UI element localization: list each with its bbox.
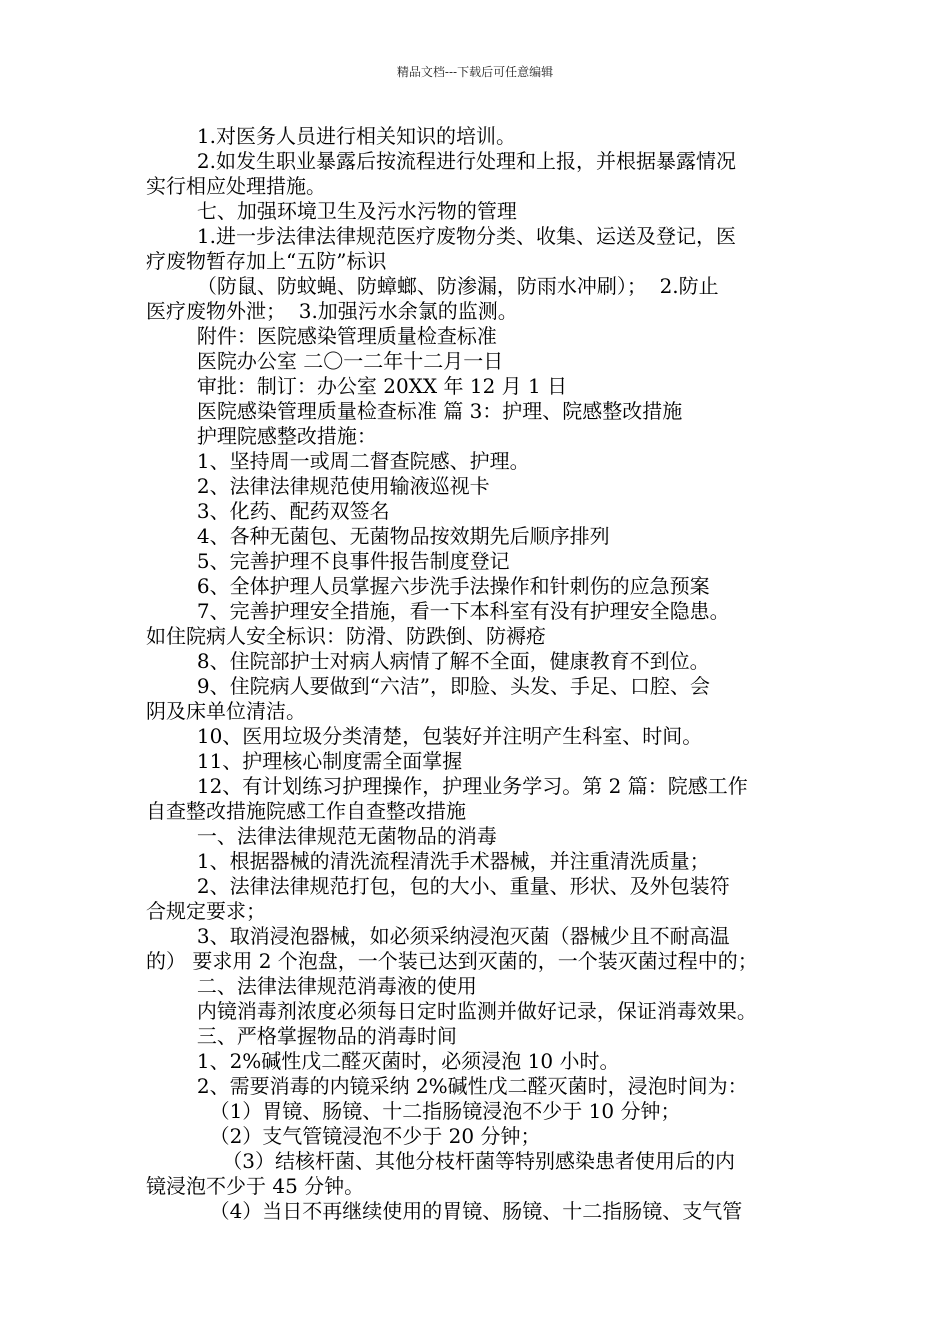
list-item: 5、完善护理不良事件报告制度登记 xyxy=(146,549,510,573)
text-line: 如住院病人安全标识：防滑、防跌倒、防褥疮 xyxy=(146,624,546,648)
section-heading: 七、加强环境卫生及污水污物的管理 xyxy=(146,199,517,223)
document-body xyxy=(146,124,816,1224)
list-item: 12、有计划练习护理操作，护理业务学习。第 2 篇：院感工作 xyxy=(146,774,748,798)
list-item: （1）胃镜、肠镜、十二指肠镜浸泡不少于 10 分钟； xyxy=(146,1099,681,1123)
list-item: 11、护理核心制度需全面掌握 xyxy=(146,749,463,773)
text-line: （防鼠、防蚊蝇、防蟑螂、防渗漏，防雨水冲刷）； 2.防止 xyxy=(146,274,719,298)
text-line: 医院办公室 二〇一二年十二月一日 xyxy=(146,349,504,373)
text-line: 1.进一步法律法律规范医疗废物分类、收集、运送及登记，医 xyxy=(146,224,736,248)
text-line: 实行相应处理措施。 xyxy=(146,174,326,198)
text-line: 阴及床单位清洁。 xyxy=(146,699,306,723)
list-item: 8、住院部护士对病人病情了解不全面，健康教育不到位。 xyxy=(146,649,710,673)
text-line: 的） 要求用 2 个泡盘，一个装已达到灭菌的，一个装灭菌过程中的； xyxy=(146,949,758,973)
list-item: （2）支气管镜浸泡不少于 20 分钟； xyxy=(146,1124,541,1148)
list-item: 3、化药、配药双签名 xyxy=(146,499,390,523)
section-heading: 三、严格掌握物品的消毒时间 xyxy=(146,1024,457,1048)
list-item: 1、坚持周一或周二督查院感、护理。 xyxy=(146,449,530,473)
list-item: （3）结核杆菌、其他分枝杆菌等特别感染患者使用后的内 xyxy=(146,1149,736,1173)
list-item: 2、法律法律规范使用输液巡视卡 xyxy=(146,474,490,498)
page-header: 精品文档---下载后可任意编辑 xyxy=(396,65,554,79)
list-item: 7、完善护理安全措施，看一下本科室有没有护理安全隐患。 xyxy=(146,599,730,623)
text-line: 审批：制订：办公室 20XX 年 12 月 1 日 xyxy=(146,374,568,398)
text-line: 内镜消毒剂浓度必须每日定时监测并做好记录，保证消毒效果。 xyxy=(146,999,757,1023)
list-item: 9、住院病人要做到“六洁”，即脸、头发、手足、口腔、会 xyxy=(146,674,711,698)
section-heading: 二、法律法律规范消毒液的使用 xyxy=(146,974,477,998)
list-item: （4）当日不再继续使用的胃镜、肠镜、十二指肠镜、支气管 xyxy=(146,1199,743,1223)
text-line: 镜浸泡不少于 45 分钟。 xyxy=(146,1174,365,1198)
list-item: 2、需要消毒的内镜采纳 2%碱性戊二醛灭菌时，浸泡时间为： xyxy=(146,1074,748,1098)
section-heading: 一、法律法律规范无菌物品的消毒 xyxy=(146,824,497,848)
text-line: 自查整改措施院感工作自查整改措施 xyxy=(146,799,466,823)
text-line: 1.对医务人员进行相关知识的培训。 xyxy=(146,124,516,148)
list-item: 1、根据器械的清洗流程清洗手术器械，并注重清洗质量； xyxy=(146,849,710,873)
text-line: 医疗废物外泄； 3.加强污水余氯的监测。 xyxy=(146,299,518,323)
section-heading: 医院感染管理质量检查标准 篇 3：护理、院感整改措施 xyxy=(146,399,683,423)
text-line: 合规定要求； xyxy=(146,899,266,923)
text-line: 疗废物暂存加上“五防”标识 xyxy=(146,249,387,273)
list-item: 2、法律法律规范打包，包的大小、重量、形状、及外包装符 xyxy=(146,874,730,898)
list-item: 10、医用垃圾分类清楚，包装好并注明产生科室、时间。 xyxy=(146,724,703,748)
text-line: 2.如发生职业暴露后按流程进行处理和上报，并根据暴露情况 xyxy=(146,149,736,173)
text-line: 护理院感整改措施： xyxy=(146,424,377,448)
list-item: 6、全体护理人员掌握六步洗手法操作和针刺伤的应急预案 xyxy=(146,574,710,598)
list-item: 1、2%碱性戊二醛灭菌时，必须浸泡 10 小时。 xyxy=(146,1049,620,1073)
list-item: 4、各种无菌包、无菌物品按效期先后顺序排列 xyxy=(146,524,610,548)
list-item: 3、取消浸泡器械，如必须采纳浸泡灭菌（器械少且不耐高温 xyxy=(146,924,730,948)
text-line: 附件：医院感染管理质量检查标准 xyxy=(146,324,497,348)
